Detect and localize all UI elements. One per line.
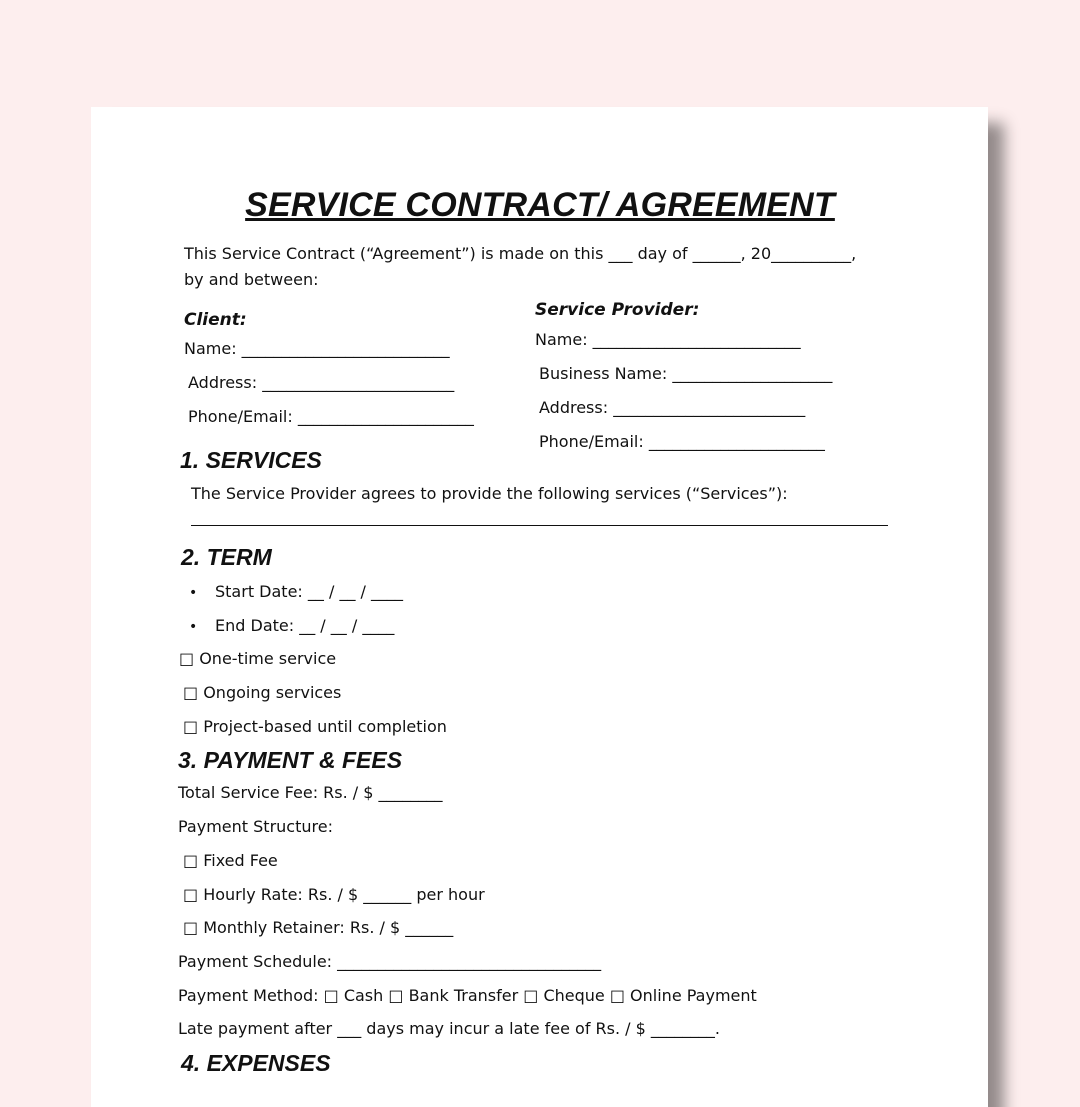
provider-phone-email-field: Phone/Email: ______________________ [539,432,825,451]
intro-line-1: This Service Contract (“Agreement”) is made on this ___ day of ______, 20__________, [184,244,857,263]
section-term-heading: 2. TERM [181,544,272,570]
late-fee-clause: Late payment after ___ days may incur a late fee of Rs. / $ ________. [178,1019,720,1038]
provider-business-name-field: Business Name: ____________________ [539,364,833,383]
term-end-date [189,616,394,635]
term-option-ongoing[interactable]: □ Ongoing services [183,683,342,702]
bullet-icon: • [189,585,198,601]
payment-option-fixed-fee[interactable]: □ Fixed Fee [183,851,278,870]
payment-method-options[interactable]: Payment Method: □ Cash □ Bank Transfer □ Cheque □ Online Payment [178,986,757,1005]
total-service-fee-field: Total Service Fee: Rs. / $ ________ [178,783,443,802]
provider-address-field: Address: ________________________ [539,398,806,417]
contract-title: SERVICE CONTRACT/ AGREEMENT [245,186,835,224]
payment-schedule-field: Payment Schedule: _________________________________ [178,952,602,971]
term-option-one-time[interactable]: □ One-time service [179,649,337,668]
start-date-label: Start Date: __ / __ / ____ [215,582,404,601]
services-description: The Service Provider agrees to provide the following services (“Services”): [191,484,788,503]
intro-line-2: by and between: [184,270,319,289]
payment-option-hourly-rate[interactable]: □ Hourly Rate: Rs. / $ ______ per hour [183,885,485,904]
client-phone-email-field: Phone/Email: ______________________ [188,407,474,426]
bullet-icon: • [189,619,198,635]
section-services-heading: 1. SERVICES [180,447,322,473]
services-blank-line [191,525,888,526]
term-option-project-based[interactable]: □ Project-based until completion [183,717,447,736]
payment-option-monthly-retainer[interactable]: □ Monthly Retainer: Rs. / $ ______ [183,918,454,937]
end-date-label: End Date: __ / __ / ____ [215,616,395,635]
section-payment-heading: 3. PAYMENT & FEES [178,747,403,773]
provider-name-field: Name: __________________________ [535,330,801,349]
provider-heading: Service Provider: [535,300,700,320]
client-heading: Client: [184,310,247,330]
term-start-date [189,582,403,601]
client-name-field: Name: __________________________ [184,339,450,358]
section-expenses-heading: 4. EXPENSES [181,1050,331,1076]
client-address-field: Address: ________________________ [188,373,455,392]
payment-structure-label: Payment Structure: [178,817,333,836]
